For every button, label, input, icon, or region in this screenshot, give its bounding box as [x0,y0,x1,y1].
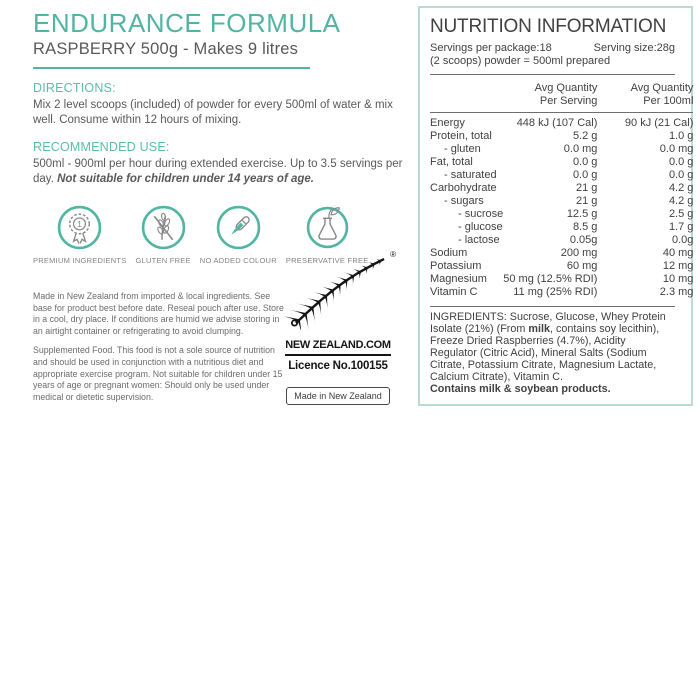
fine-print [33,291,289,403]
nutrient-per-100ml: 0.0g [671,234,694,246]
nutrient-label: Magnesium [430,273,487,285]
recommended-use-body [33,157,405,187]
nutrient-label: Protein, total [430,130,492,142]
nutrient-per-100ml: 2.5 g [668,208,694,220]
nutrition-title: NUTRITION INFORMATION [430,16,667,37]
col-header-per-100ml: Avg Quantity Per 100ml [630,82,694,107]
nutrient-label: Carbohydrate [430,182,497,194]
nutrient-per-serving: 11 mg (25% RDI) [513,286,598,298]
directions-heading: DIRECTIONS: [33,81,116,95]
nutrient-per-serving: 5.2 g [572,130,598,142]
recommended-use-heading: RECOMMENDED USE: [33,140,170,154]
dropper-icon [216,205,261,250]
nutrient-label: - saturated [444,169,497,181]
licence-number: Licence No.100155 [288,360,388,372]
origin-block [282,250,394,405]
newzealand-com-logo-text: NEW ZEALAND.COM [285,339,391,356]
badge-gluten-free [136,205,191,265]
nutrient-per-100ml: 40 mg [662,247,694,259]
supplemented-food-notice: Supplemented Food. This food is not a sole source of nutrition and should be used in conjunction with a nutritious diet and appropriate exercise program. Not suitable for children under 15 years of age or pregnant women: Should only be used under medical or dietetic supervision. [33,345,283,402]
nutrient-label: Potassium [430,260,482,272]
nutrient-label: Sodium [430,247,468,259]
nutrition-table [430,75,694,299]
nutrient-label: Vitamin C [430,286,478,298]
nutrient-per-100ml: 2.3 mg [659,286,694,298]
ingredients-text: INGREDIENTS: Sucrose, Glucose, Whey Protein Isolate (21%) (From milk, contains soy lecithin), Freeze Dried Raspberries (4.7%), Acidity Regulator (Citric Acid), Mineral Salts (Sodium Citrate, Potassium Citrate, Magnesium Lactate, Calcium Citrate), Vitamin C. [430,311,666,383]
nutrient-per-serving: 60 mg [566,260,598,272]
nutrient-per-100ml: 1.7 g [668,221,694,233]
badge-premium-ingredients [33,205,127,265]
product-subtitle: RASPBERRY 500g - Makes 9 litres [33,40,299,58]
serving-note: (2 scoops) powder = 500ml prepared [430,55,611,67]
nutrition-panel [418,6,693,406]
nutrient-per-100ml: 1.0 g [668,130,694,142]
svg-text:1: 1 [77,218,83,229]
recommended-use-text: 500ml - 900ml per hour during extended exercise. Up to 3.5 servings per day. [33,158,403,185]
nutrient-per-serving: 8.5 g [572,221,598,233]
nutrient-label: - glucose [458,221,503,233]
product-title: ENDURANCE FORMULA [33,8,341,38]
nutrient-per-100ml: 0.0 g [668,156,694,168]
badge-no-added-colour [200,205,277,265]
nutrient-label: - gluten [444,143,481,155]
col-header-per-serving: Avg Quantity Per Serving [534,82,598,107]
made-in-new-zealand-box: Made in New Zealand [286,387,390,405]
badge-label: NO ADDED COLOUR [199,256,277,265]
nutrient-per-serving: 448 kJ (107 Cal) [516,117,598,129]
age-warning: Not suitable for children under 14 years of age. [57,173,314,185]
nutrient-per-serving: 200 mg [560,247,598,259]
nutrient-per-serving: 12.5 g [566,208,598,220]
nutrient-label: - lactose [458,234,500,246]
nutrient-per-serving: 50 mg (12.5% RDI) [503,273,598,285]
serving-size: Serving size:28g [593,42,675,54]
wheat-icon [141,205,186,250]
nutrient-per-serving: 0.0 g [572,169,598,181]
nutrient-per-100ml: 12 mg [662,260,694,272]
nutrient-per-100ml: 4.2 g [668,182,694,194]
nutrient-per-serving: 21 g [575,195,598,207]
allergen-statement: Contains milk & soybean products. [430,383,611,396]
nutrient-per-100ml: 0.0 mg [659,143,694,155]
storage-instructions: Made in New Zealand from imported & local ingredients. See base for product best before date. Reseal pouch after use. Store in a cool, dry place. If conditions are humid we advise storing in an airtight container or refrigerating to avoid clumping. [33,291,284,336]
rule [430,306,675,307]
nutrient-per-100ml: 10 mg [662,273,694,285]
nutrient-label: Energy [430,117,465,129]
servings-row [430,42,675,54]
nutrient-per-100ml: 0.0 g [668,169,694,181]
flask-icon [305,205,350,250]
nutrient-label: - sucrose [458,208,504,220]
nutrient-per-serving: 0.0 mg [563,143,598,155]
registered-trademark: ® [390,250,396,259]
directions-body: Mix 2 level scoops (included) of powder for every 500ml of water & mix well. Consume within 12 hours of mixing. [33,99,393,126]
medal-icon [57,205,102,250]
nutrient-per-100ml: 90 kJ (21 Cal) [624,117,694,129]
badge-label: PRESERVATIVE FREE [285,256,369,265]
nutrient-per-serving: 0.05g [569,234,598,246]
header-spacer [430,75,503,112]
rule [430,112,693,113]
teal-divider [33,67,310,69]
badge-label: PREMIUM INGREDIENTS [33,256,127,265]
nutrient-per-serving: 0.0 g [572,156,598,168]
silver-fern-icon [285,250,391,330]
servings-per-package: Servings per package:18 [430,42,552,54]
nutrient-per-serving: 21 g [575,182,598,194]
nutrient-per-100ml: 4.2 g [668,195,694,207]
badge-label: GLUTEN FREE [135,256,191,265]
nutrient-label: Fat, total [430,156,473,168]
nutrient-label: - sugars [444,195,484,207]
